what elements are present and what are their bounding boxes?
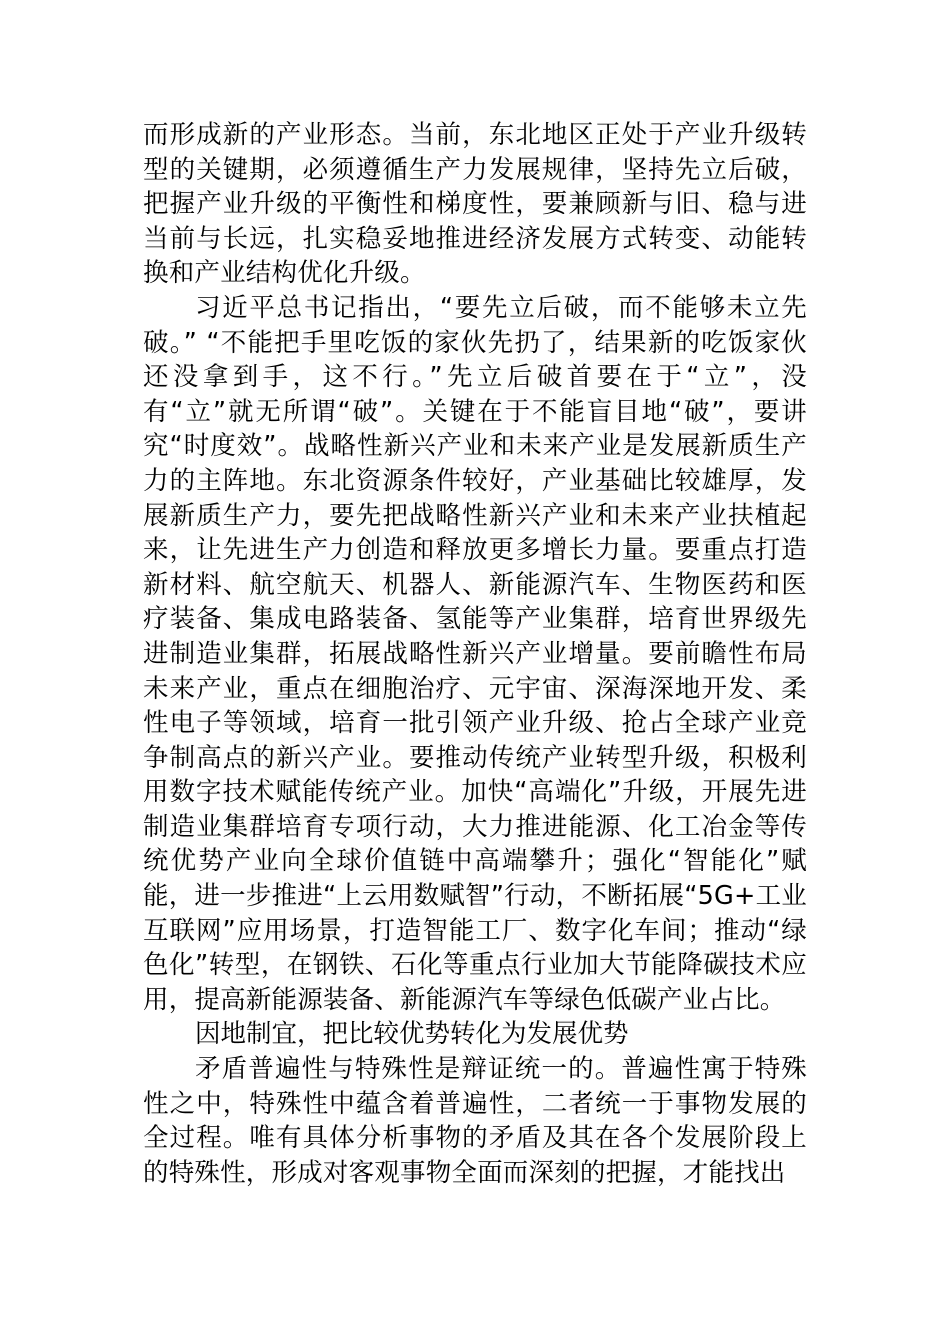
paragraph-closing: 矛盾普遍性与特殊性是辩证统一的。普遍性寓于特殊性之中，特殊性中蕴含着普遍性，二者统一于事物发展的全过程。唯有具体分析事物的矛盾及其在各个发展阶段上的特殊性，形成对客观事物全面而深刻的把握，才能找出 <box>143 1054 807 1188</box>
paragraph-continuation: 而形成新的产业形态。当前，东北地区正处于产业升级转型的关键期，必须遵循生产力发展规律，坚持先立后破，把握产业升级的平衡性和梯度性，要兼顾新与旧、稳与进当前与长远，扎实稳妥地推进经济发展方式转变、动能转换和产业结构优化升级。 <box>143 120 807 289</box>
paragraph-quote: 习近平总书记指出，“要先立后破，而不能够未立先破。” “不能把手里吃饭的家伙先扔了，结果新的吃饭家伙还没拿到手，这不行。”先立后破首要在于“立”，没有“立”就无所谓“破”。关键在于不能盲目地“破”，要讲究“时度效”。战略性新兴产业和未来产业是发展新质生产力的主阵地。东北资源条件较好，产业基础比较雄厚，发展新质生产力，要先把战略性新兴产业和未来产业扶植起来，让先进生产力创造和释放更多增长力量。要重点打造新材料、航空航天、机器人、新能源汽车、生物医药和医疗装备、集成电路装备、氢能等产业集群，培育世界级先进制造业集群，拓展战略性新兴产业增量。要前瞻性布局未来产业，重点在细胞治疗、元宇宙、深海深地开发、柔性电子等领域，培育一批引领产业升级、抢占全球产业竞争制高点的新兴产业。要推动传统产业转型升级，积极利用数字技术赋能传统产业。加快“高端化”升级，开展先进制造业集群培育专项行动，大力推进能源、化工冶金等传统优势产业向全球价值链中高端攀升；强化“智能化”赋能，进一步推进“上云用数赋智”行动，不断拓展“5G+工业互联网”应用场景，打造智能工厂、数字化车间；推动“绿色化”转型，在钢铁、石化等重点行业加大节能降碳技术应用，提高新能源装备、新能源汽车等绿色低碳产业占比。 <box>143 292 807 1015</box>
section-heading: 因地制宜，把比较优势转化为发展优势 <box>195 1019 629 1050</box>
document-body <box>143 118 807 1190</box>
